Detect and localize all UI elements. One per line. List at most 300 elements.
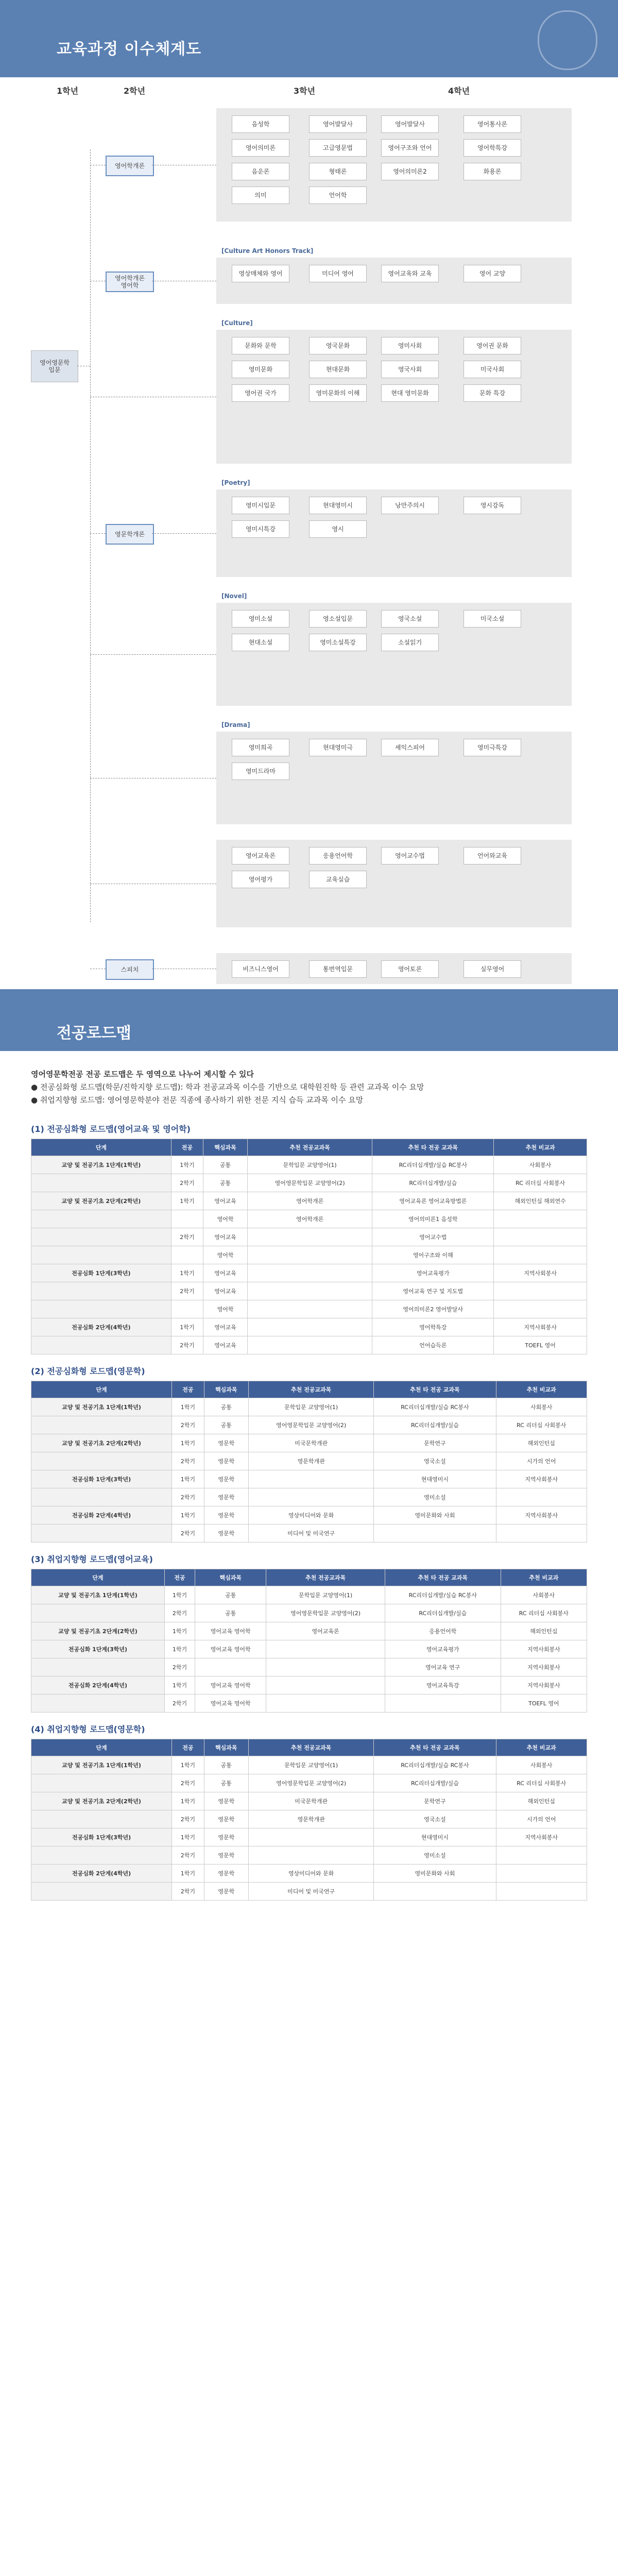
table-cell: 시가의 언어 (496, 1810, 587, 1828)
table-cell: 미국문학개관 (249, 1792, 374, 1810)
table-row (31, 1883, 587, 1901)
table-cell: 영어교육 연구 (385, 1658, 501, 1676)
table-cell (31, 1488, 172, 1506)
table-cell: 영어교육 영어학 (195, 1694, 266, 1713)
table-cell: 영어구조와 이해 (372, 1246, 494, 1264)
table-cell: 영어교육 (203, 1264, 248, 1282)
intro-line: ● 전공심화형 로드맵(학문/진학지향 로드맵): 학과 전공교과목 이수를 기반으로 대학원진학 등 관련 교과목 이수 요망 (31, 1082, 424, 1092)
table-cell: TOEFL 영어 (494, 1336, 587, 1354)
table-cell (385, 1694, 501, 1713)
course-box: 영어의미론2 (381, 163, 439, 180)
course-box: 영어 교양 (464, 265, 521, 282)
course-box: 현대영미시 (309, 497, 367, 514)
table-cell (31, 1228, 171, 1246)
table-row (31, 1318, 587, 1336)
table-cell: 전공심화 1단계(3학년) (31, 1264, 171, 1282)
table-cell: 전공심화 2단계(4학년) (31, 1865, 172, 1883)
table-row (31, 1452, 587, 1470)
table-cell: 영어학개론 (248, 1210, 372, 1228)
course-box: 영어교육와 교육 (381, 265, 439, 282)
course-box: 고급영문법 (309, 139, 367, 157)
table-cell: 1학기 (172, 1865, 204, 1883)
course-box: 현대소설 (232, 634, 289, 651)
table-cell (374, 1524, 496, 1543)
table-cell: 영어교육론 (266, 1622, 385, 1640)
table-cell (494, 1300, 587, 1318)
course-box: 영미문화 (232, 361, 289, 378)
course-box: 영어통사론 (464, 115, 521, 133)
table-row (31, 1756, 587, 1774)
table-row (31, 1336, 587, 1354)
column-header: 단계 (31, 1569, 165, 1586)
table-cell: RC리더십개발/실습 RC봉사 (374, 1398, 496, 1416)
table-cell: 2학기 (164, 1694, 195, 1713)
table-row (31, 1810, 587, 1828)
roadmap-table-title: (1) 전공심화형 로드맵(영어교육 및 영어학) (31, 1124, 191, 1134)
table-cell: 2학기 (171, 1228, 203, 1246)
course-box: 영국소설 (381, 610, 439, 628)
table-cell (248, 1282, 372, 1300)
group-connector (152, 533, 216, 534)
university-seal-icon (538, 10, 597, 70)
table-cell: 공통 (203, 1174, 248, 1192)
table-row (31, 1156, 587, 1174)
table-cell: 1학기 (172, 1756, 204, 1774)
course-box: 음성학 (232, 115, 289, 133)
course-box: 미국소설 (464, 610, 521, 628)
table-cell: RC리더십개발/실습 (374, 1774, 496, 1792)
table-cell (248, 1300, 372, 1318)
column-header: 핵심과목 (195, 1569, 266, 1586)
table-cell (248, 1246, 372, 1264)
group-head-course: 영어학개론 영어학 (106, 272, 154, 292)
year-2: 2학년 (124, 86, 146, 96)
column-header: 추천 타 전공 교과목 (374, 1739, 496, 1756)
group-head-course: 스피치 (106, 959, 154, 980)
roadmap-table (31, 1739, 587, 1901)
year-header (0, 77, 618, 103)
table-cell: 전공심화 1단계(3학년) (31, 1828, 172, 1846)
course-box: 영소설입문 (309, 610, 367, 628)
table-cell: 교양 및 전공기초 1단계(1학년) (31, 1398, 172, 1416)
table-cell: 공통 (204, 1756, 248, 1774)
roadmap-table-title: (4) 취업지향형 로드맵(영문학) (31, 1724, 145, 1734)
column-header: 추천 전공교과목 (266, 1569, 385, 1586)
table-cell: 영문학 (204, 1524, 248, 1543)
table-cell (496, 1524, 587, 1543)
table-cell: 영어교육특강 (385, 1676, 501, 1694)
intro-line: 영어영문학전공 전공 로드맵은 두 영역으로 나누어 제시할 수 있다 (31, 1070, 254, 1079)
table-cell: 현대영미시 (374, 1470, 496, 1488)
column-header: 추천 전공교과목 (249, 1739, 374, 1756)
course-box: 영미시특강 (232, 520, 289, 538)
table-cell: 1학기 (172, 1828, 204, 1846)
table-cell (494, 1282, 587, 1300)
table-cell: 미디어 및 미국연구 (249, 1524, 374, 1543)
table-cell: 지역사회봉사 (501, 1658, 587, 1676)
table-cell: 교양 및 전공기초 2단계(2학년) (31, 1192, 171, 1210)
course-box: 영시 (309, 520, 367, 538)
table-cell: 영미소설 (374, 1488, 496, 1506)
group-label: [Novel] (221, 592, 247, 600)
group-label: [Culture] (221, 319, 253, 327)
column-header: 핵심과목 (203, 1139, 248, 1156)
group-connector (90, 533, 106, 534)
table-cell: 영어교수법 (372, 1228, 494, 1246)
table-cell: RC리더십개발/실습 (372, 1174, 494, 1192)
group-label: [Culture Art Honors Track] (221, 247, 314, 255)
table-cell: 2학기 (164, 1604, 195, 1622)
table-cell: 문학입문 교양영어(1) (266, 1586, 385, 1604)
table-row (31, 1865, 587, 1883)
course-box: 영국문화 (309, 337, 367, 354)
table-row (31, 1300, 587, 1318)
table-cell: 영어교육 (203, 1228, 248, 1246)
course-box: 소설읽기 (381, 634, 439, 651)
course-box: 셰익스피어 (381, 739, 439, 756)
table-cell: 지역사회봉사 (496, 1828, 587, 1846)
table-cell: 영국소설 (374, 1452, 496, 1470)
table-cell: 2학기 (172, 1774, 204, 1792)
table-cell: RC리더십개발/실습 RC봉사 (374, 1756, 496, 1774)
roadmap-table (31, 1381, 587, 1543)
table-cell (496, 1846, 587, 1865)
table-cell: 전공심화 2단계(4학년) (31, 1676, 165, 1694)
table-cell: 영어학개론 (248, 1192, 372, 1210)
table-row (31, 1210, 587, 1228)
table-row (31, 1398, 587, 1416)
table-cell: 공통 (195, 1586, 266, 1604)
table-cell: 1학기 (171, 1192, 203, 1210)
table-cell: 영어의미론1 음성학 (372, 1210, 494, 1228)
table-cell: 공통 (204, 1774, 248, 1792)
root-course: 영어영문학 입문 (31, 350, 78, 382)
column-header: 추천 타 전공 교과목 (374, 1381, 496, 1398)
table-cell: 교양 및 전공기초 1단계(1학년) (31, 1586, 165, 1604)
table-cell: 2학기 (164, 1658, 195, 1676)
table-cell (171, 1300, 203, 1318)
course-box: 비즈니스영어 (232, 960, 289, 978)
table-cell (266, 1694, 385, 1713)
table-cell (249, 1470, 374, 1488)
table-cell: 교양 및 전공기초 1단계(1학년) (31, 1756, 172, 1774)
table-cell (31, 1883, 172, 1901)
table-cell: 영어교육 영어학 (195, 1676, 266, 1694)
table-cell: 영어영문학입문 교양영어(2) (249, 1774, 374, 1792)
table-cell: 영문학 (204, 1488, 248, 1506)
course-box: 의미 (232, 187, 289, 204)
course-box: 미국사회 (464, 361, 521, 378)
table-cell: 영상미디어와 문화 (249, 1865, 374, 1883)
table-cell: 2학기 (171, 1336, 203, 1354)
table-cell: 영국소설 (374, 1810, 496, 1828)
table-cell (171, 1246, 203, 1264)
course-box: 형태론 (309, 163, 367, 180)
roadmap-tables (0, 1123, 618, 1901)
table-cell: 영어학특강 (372, 1318, 494, 1336)
curriculum-title: 교육과정 이수체계도 (57, 40, 202, 58)
course-box: 음운론 (232, 163, 289, 180)
table-row (31, 1264, 587, 1282)
table-cell: 영어교육 (203, 1336, 248, 1354)
table-cell: 전공심화 1단계(3학년) (31, 1470, 172, 1488)
table-cell (266, 1640, 385, 1658)
course-box: 영어평가 (232, 871, 289, 888)
table-cell: 영어교육론 영어교육방법론 (372, 1192, 494, 1210)
table-cell: 지역사회봉사 (494, 1318, 587, 1336)
course-box: 영미사회 (381, 337, 439, 354)
course-box: 영미소설특강 (309, 634, 367, 651)
course-box: 영미시입문 (232, 497, 289, 514)
table-cell (31, 1210, 171, 1228)
table-row (31, 1586, 587, 1604)
table-cell: 영문학 (204, 1434, 248, 1452)
table-cell: 영문학 (204, 1470, 248, 1488)
table-cell (31, 1300, 171, 1318)
group-head-course: 영문학개론 (106, 524, 154, 545)
column-header: 단계 (31, 1139, 171, 1156)
table-cell (31, 1336, 171, 1354)
table-cell: 영어교육 (203, 1192, 248, 1210)
column-header: 전공 (171, 1139, 203, 1156)
column-header: 전공 (164, 1569, 195, 1586)
table-cell: 2학기 (172, 1883, 204, 1901)
table-cell: 영문학개관 (249, 1452, 374, 1470)
table-cell: 영어영문학입문 교양영어(2) (249, 1416, 374, 1434)
table-cell: 전공심화 2단계(4학년) (31, 1506, 172, 1524)
table-cell: 영어교육 연구 및 지도법 (372, 1282, 494, 1300)
table-cell (31, 1452, 172, 1470)
roadmap-intro (0, 1051, 618, 1112)
table-row (31, 1434, 587, 1452)
table-row (31, 1192, 587, 1210)
group-connector (90, 654, 216, 655)
table-cell: 공통 (203, 1156, 248, 1174)
table-cell: 2학기 (172, 1524, 204, 1543)
roadmap-table-title: (2) 전공심화형 로드맵(영문학) (31, 1366, 145, 1376)
table-row (31, 1416, 587, 1434)
curriculum-banner (0, 0, 618, 77)
course-box: 영미문화의 이해 (309, 384, 367, 402)
course-box: 영어토론 (381, 960, 439, 978)
table-cell: 영문학 (204, 1828, 248, 1846)
course-box: 영미드라마 (232, 762, 289, 780)
table-cell: 사회봉사 (494, 1156, 587, 1174)
table-cell: 지역사회봉사 (496, 1506, 587, 1524)
table-cell: 해외인턴십 (496, 1434, 587, 1452)
course-box: 화용론 (464, 163, 521, 180)
group-label: [Poetry] (221, 479, 250, 486)
table-row (31, 1282, 587, 1300)
roadmap-title: 전공로드맵 (57, 1024, 131, 1042)
course-box: 미디어 영어 (309, 265, 367, 282)
table-cell: 영문학 (204, 1865, 248, 1883)
column-header: 단계 (31, 1381, 172, 1398)
column-header: 추천 비교과 (496, 1739, 587, 1756)
table-cell (249, 1488, 374, 1506)
column-header: 추천 비교과 (496, 1381, 587, 1398)
table-cell: 공통 (204, 1398, 248, 1416)
table-cell: 영미소설 (374, 1846, 496, 1865)
table-row (31, 1228, 587, 1246)
table-cell: 사회봉사 (496, 1398, 587, 1416)
table-cell: 사회봉사 (496, 1756, 587, 1774)
table-cell (248, 1264, 372, 1282)
table-cell: 영어교육평가 (372, 1264, 494, 1282)
table-cell: RC 리더십 사회봉사 (494, 1174, 587, 1192)
table-cell: 2학기 (172, 1452, 204, 1470)
curriculum-tree (0, 103, 618, 989)
table-cell: 2학기 (171, 1282, 203, 1300)
table-row (31, 1846, 587, 1865)
course-box: 영어발달사 (381, 115, 439, 133)
table-cell (496, 1865, 587, 1883)
table-row (31, 1676, 587, 1694)
table-cell: 해외인턴십 (501, 1622, 587, 1640)
course-box: 문화와 문학 (232, 337, 289, 354)
table-cell: 1학기 (164, 1586, 195, 1604)
table-cell: RC리더십개발/실습 RC봉사 (385, 1586, 501, 1604)
table-cell: 지역사회봉사 (501, 1640, 587, 1658)
table-cell: 1학기 (172, 1398, 204, 1416)
table-cell: 전공심화 1단계(3학년) (31, 1640, 165, 1658)
table-cell (494, 1228, 587, 1246)
table-cell: TOEFL 영어 (501, 1694, 587, 1713)
table-cell: 2학기 (172, 1416, 204, 1434)
table-cell (31, 1658, 165, 1676)
table-cell (31, 1846, 172, 1865)
table-row (31, 1622, 587, 1640)
table-cell: 교양 및 전공기초 2단계(2학년) (31, 1792, 172, 1810)
table-cell: 영상미디어와 문화 (249, 1506, 374, 1524)
table-cell: 미국문학개관 (249, 1434, 374, 1452)
course-box: 영상매체와 영어 (232, 265, 289, 282)
course-box: 영어구조와 언어 (381, 139, 439, 157)
year-4: 4학년 (448, 86, 470, 96)
table-cell: RC 리더십 사회봉사 (496, 1416, 587, 1434)
course-box: 문화 특강 (464, 384, 521, 402)
table-cell: 지역사회봉사 (501, 1676, 587, 1694)
column-header: 추천 비교과 (501, 1569, 587, 1586)
table-cell: 영어학 (203, 1246, 248, 1264)
table-cell: 1학기 (172, 1434, 204, 1452)
course-box: 영국사회 (381, 361, 439, 378)
course-box: 현대영미극 (309, 739, 367, 756)
table-row (31, 1506, 587, 1524)
table-cell: 영어학 (203, 1210, 248, 1228)
table-cell: 영어의미론2 영어발달사 (372, 1300, 494, 1318)
table-cell: 1학기 (164, 1640, 195, 1658)
table-cell (31, 1282, 171, 1300)
table-cell: RC리더십개발/실습 (385, 1604, 501, 1622)
table-cell (496, 1488, 587, 1506)
table-cell (266, 1676, 385, 1694)
table-cell: 영어교육 (203, 1318, 248, 1336)
column-header: 전공 (172, 1739, 204, 1756)
table-cell: 언어습득론 (372, 1336, 494, 1354)
course-box: 영어권 국가 (232, 384, 289, 402)
column-header: 전공 (172, 1381, 204, 1398)
table-cell: 문학입문 교양영어(1) (249, 1398, 374, 1416)
table-cell: 문학입문 교양영어(1) (249, 1756, 374, 1774)
course-box: 언어와교육 (464, 847, 521, 865)
table-cell (248, 1336, 372, 1354)
column-header: 핵심과목 (204, 1739, 248, 1756)
table-cell: 1학기 (171, 1264, 203, 1282)
column-header: 핵심과목 (204, 1381, 248, 1398)
table-row (31, 1658, 587, 1676)
table-cell: RC 리더십 사회봉사 (501, 1604, 587, 1622)
table-cell: 교양 및 전공기초 2단계(2학년) (31, 1622, 165, 1640)
course-box: 영미소설 (232, 610, 289, 628)
table-cell: 해외인턴십 해외연수 (494, 1192, 587, 1210)
table-cell: 영문학 (204, 1792, 248, 1810)
table-cell: 영문학 (204, 1810, 248, 1828)
table-cell: 영어학 (203, 1300, 248, 1318)
table-cell: 시가의 언어 (496, 1452, 587, 1470)
table-row (31, 1246, 587, 1264)
table-cell: 응용언어학 (385, 1622, 501, 1640)
table-cell (31, 1694, 165, 1713)
table-row (31, 1488, 587, 1506)
course-box: 영어의미론 (232, 139, 289, 157)
table-cell (31, 1774, 172, 1792)
course-box: 영미극특강 (464, 739, 521, 756)
column-header: 추천 타 전공 교과목 (385, 1569, 501, 1586)
course-box: 영어학특강 (464, 139, 521, 157)
table-cell (31, 1246, 171, 1264)
roadmap-table (31, 1569, 587, 1713)
table-row (31, 1694, 587, 1713)
course-box: 영시강독 (464, 497, 521, 514)
table-cell: 사회봉사 (501, 1586, 587, 1604)
table-cell: 2학기 (172, 1810, 204, 1828)
table-cell: 1학기 (164, 1622, 195, 1640)
table-row (31, 1774, 587, 1792)
roadmap-banner (0, 989, 618, 1051)
table-cell: 영어영문학입문 교양영어(2) (266, 1604, 385, 1622)
table-cell: 1학기 (172, 1506, 204, 1524)
roadmap-table (31, 1139, 587, 1354)
table-cell: 영문학 (204, 1846, 248, 1865)
table-cell: 1학기 (172, 1792, 204, 1810)
table-cell (496, 1883, 587, 1901)
column-header: 단계 (31, 1739, 172, 1756)
table-cell (248, 1228, 372, 1246)
table-row (31, 1174, 587, 1192)
table-cell (171, 1210, 203, 1228)
table-cell: 2학기 (172, 1846, 204, 1865)
table-cell: 영문학개관 (249, 1810, 374, 1828)
table-cell (31, 1604, 165, 1622)
table-cell (31, 1174, 171, 1192)
table-cell: 영어교육 영어학 (195, 1622, 266, 1640)
table-cell (374, 1883, 496, 1901)
table-row (31, 1524, 587, 1543)
column-header: 추천 전공교과목 (248, 1139, 372, 1156)
course-box: 영어교육론 (232, 847, 289, 865)
course-box: 영어권 문화 (464, 337, 521, 354)
tree-spine (90, 149, 91, 922)
course-box: 영어발달사 (309, 115, 367, 133)
table-cell: 지역사회봉사 (494, 1264, 587, 1282)
course-box: 언어학 (309, 187, 367, 204)
table-cell: 전공심화 2단계(4학년) (31, 1318, 171, 1336)
table-cell (494, 1246, 587, 1264)
table-cell: 영미문화와 사회 (374, 1865, 496, 1883)
table-cell: 영어교육 영어학 (195, 1640, 266, 1658)
table-cell: 영미문화와 사회 (374, 1506, 496, 1524)
